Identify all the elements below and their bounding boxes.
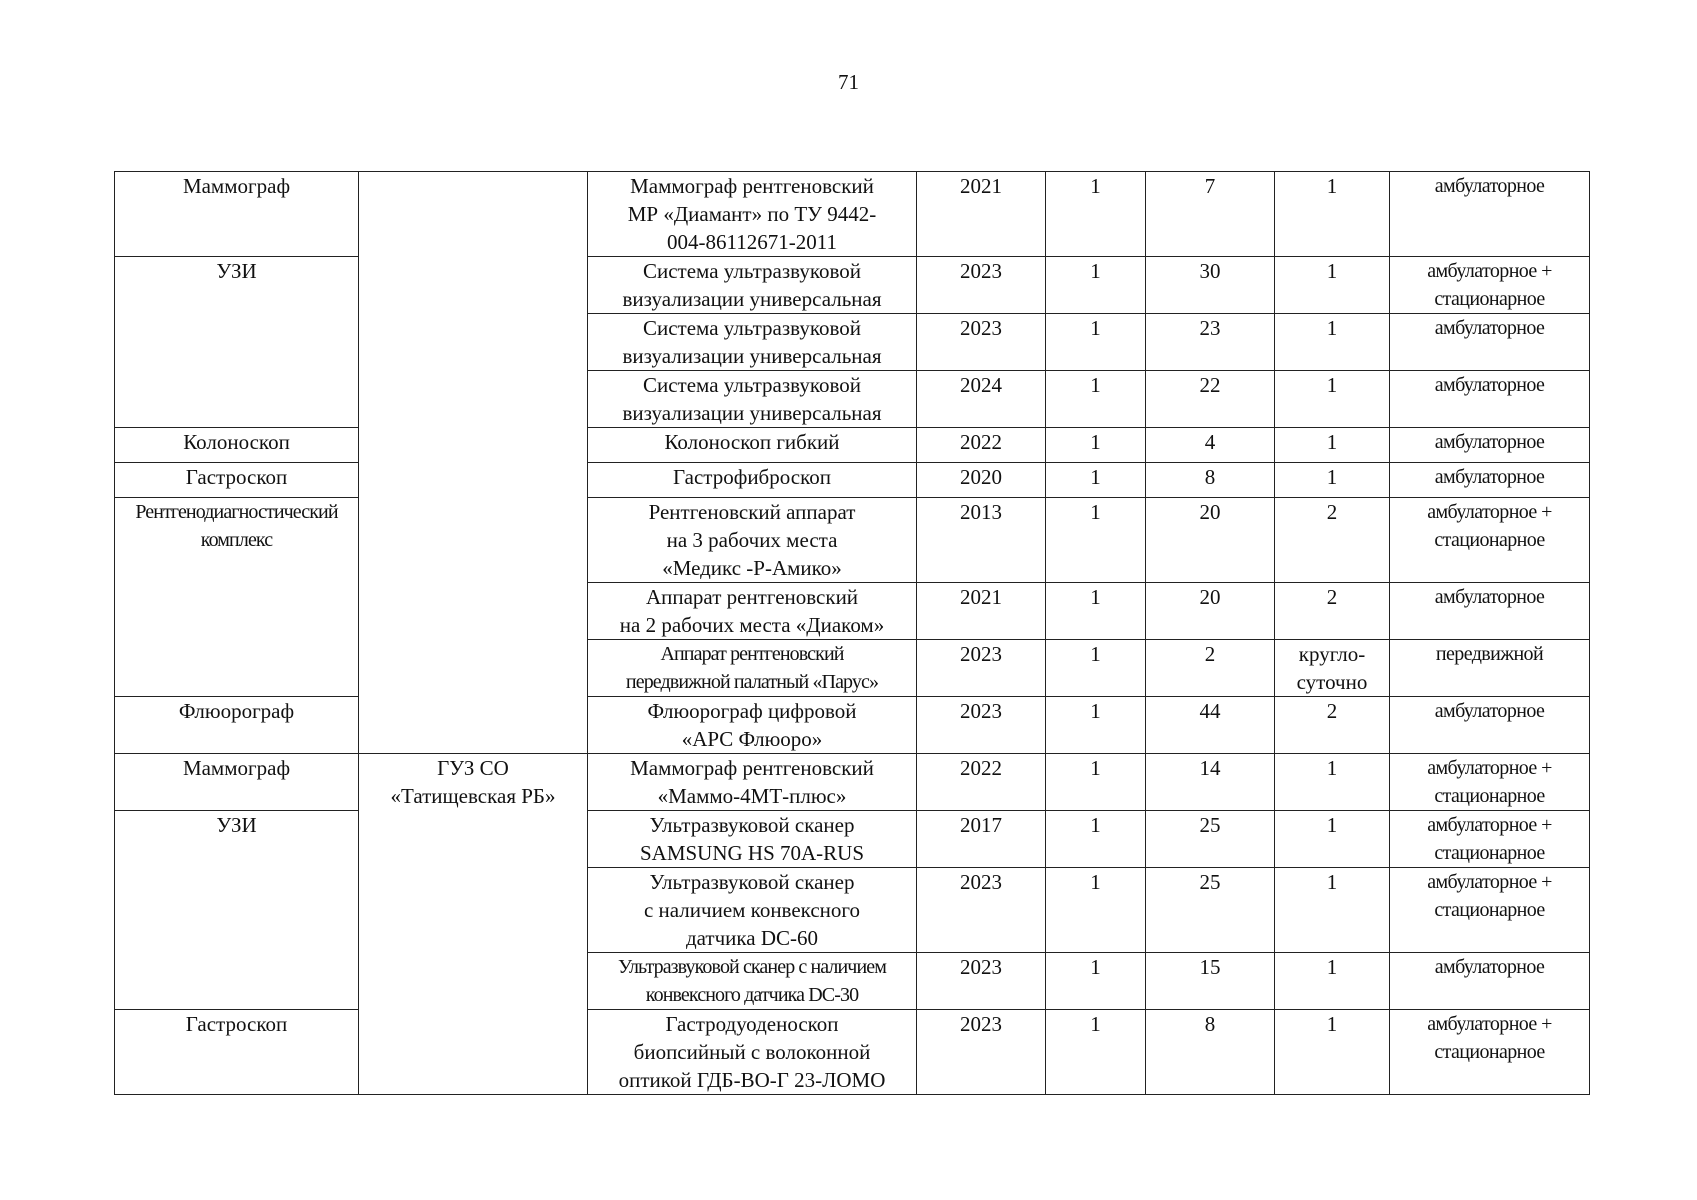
equipment-type-cell: Флюорограф <box>115 697 359 754</box>
quantity-cell: 1 <box>1046 754 1146 811</box>
model-cell: Система ультразвуковой визуализации универсальная <box>588 257 917 314</box>
load-cell: 44 <box>1146 697 1275 754</box>
model-cell: Флюорограф цифровой «АРС Флюоро» <box>588 697 917 754</box>
quantity-cell: 1 <box>1046 953 1146 1010</box>
quantity-cell: 1 <box>1046 583 1146 640</box>
table-row <box>115 463 1590 498</box>
equipment-table <box>114 171 1590 1095</box>
load-cell: 20 <box>1146 498 1275 583</box>
load-cell: 8 <box>1146 463 1275 498</box>
shifts-cell: 1 <box>1275 868 1390 953</box>
shifts-cell: 1 <box>1275 811 1390 868</box>
model-cell: Ультразвуковой сканер SAMSUNG HS 70A-RUS <box>588 811 917 868</box>
shifts-cell: 1 <box>1275 754 1390 811</box>
year-cell: 2020 <box>917 463 1046 498</box>
quantity-cell: 1 <box>1046 640 1146 697</box>
year-cell: 2024 <box>917 371 1046 428</box>
conditions-cell: амбулаторное <box>1390 583 1590 640</box>
shifts-cell: 2 <box>1275 697 1390 754</box>
shifts-cell: 1 <box>1275 172 1390 257</box>
shifts-cell: 2 <box>1275 583 1390 640</box>
conditions-cell: амбулаторное <box>1390 953 1590 1010</box>
load-cell: 15 <box>1146 953 1275 1010</box>
model-cell: Рентгеновский аппарат на 3 рабочих места «Медикс -Р-Амико» <box>588 498 917 583</box>
table-row <box>115 257 1590 314</box>
year-cell: 2022 <box>917 754 1046 811</box>
conditions-cell: амбулаторное + стационарное <box>1390 754 1590 811</box>
conditions-cell: амбулаторное + стационарное <box>1390 811 1590 868</box>
load-cell: 20 <box>1146 583 1275 640</box>
equipment-type-cell: Колоноскоп <box>115 428 359 463</box>
model-cell: Ультразвуковой сканер с наличием конвексного датчика DC-30 <box>588 953 917 1010</box>
table-row <box>115 811 1590 868</box>
model-cell: Система ультразвуковой визуализации универсальная <box>588 314 917 371</box>
year-cell: 2023 <box>917 257 1046 314</box>
quantity-cell: 1 <box>1046 463 1146 498</box>
load-cell: 2 <box>1146 640 1275 697</box>
quantity-cell: 1 <box>1046 257 1146 314</box>
shifts-cell: 1 <box>1275 463 1390 498</box>
page-number: 71 <box>838 70 859 94</box>
equipment-type-cell: Маммограф <box>115 172 359 257</box>
model-cell: Гастрофиброскоп <box>588 463 917 498</box>
shifts-cell: 2 <box>1275 498 1390 583</box>
table-row <box>115 697 1590 754</box>
load-cell: 25 <box>1146 868 1275 953</box>
equipment-type-cell: Рентгенодиагностический комплекс <box>115 498 359 697</box>
year-cell: 2023 <box>917 1010 1046 1095</box>
equipment-type-cell: УЗИ <box>115 257 359 428</box>
model-cell: Ультразвуковой сканер с наличием конвексного датчика DC-60 <box>588 868 917 953</box>
quantity-cell: 1 <box>1046 1010 1146 1095</box>
conditions-cell: амбулаторное + стационарное <box>1390 498 1590 583</box>
load-cell: 14 <box>1146 754 1275 811</box>
load-cell: 7 <box>1146 172 1275 257</box>
conditions-cell: амбулаторное <box>1390 697 1590 754</box>
quantity-cell: 1 <box>1046 697 1146 754</box>
load-cell: 25 <box>1146 811 1275 868</box>
table-row <box>115 754 1590 811</box>
quantity-cell: 1 <box>1046 428 1146 463</box>
quantity-cell: 1 <box>1046 811 1146 868</box>
year-cell: 2022 <box>917 428 1046 463</box>
model-cell: Гастродуоденоскоп биопсийный с волоконной оптикой ГДБ-ВО-Г 23-ЛОМО <box>588 1010 917 1095</box>
year-cell: 2017 <box>917 811 1046 868</box>
year-cell: 2023 <box>917 953 1046 1010</box>
model-cell: Аппарат рентгеновский на 2 рабочих места «Диаком» <box>588 583 917 640</box>
table-row <box>115 1010 1590 1095</box>
load-cell: 23 <box>1146 314 1275 371</box>
load-cell: 30 <box>1146 257 1275 314</box>
conditions-cell: амбулаторное + стационарное <box>1390 1010 1590 1095</box>
year-cell: 2013 <box>917 498 1046 583</box>
conditions-cell: амбулаторное + стационарное <box>1390 868 1590 953</box>
shifts-cell: кругло- суточно <box>1275 640 1390 697</box>
conditions-cell: амбулаторное + стационарное <box>1390 257 1590 314</box>
shifts-cell: 1 <box>1275 1010 1390 1095</box>
equipment-type-cell: Маммограф <box>115 754 359 811</box>
shifts-cell: 1 <box>1275 257 1390 314</box>
load-cell: 8 <box>1146 1010 1275 1095</box>
quantity-cell: 1 <box>1046 172 1146 257</box>
equipment-type-cell: Гастроскоп <box>115 1010 359 1095</box>
year-cell: 2023 <box>917 868 1046 953</box>
table-row <box>115 172 1590 257</box>
conditions-cell: передвижной <box>1390 640 1590 697</box>
load-cell: 4 <box>1146 428 1275 463</box>
table-row <box>115 498 1590 583</box>
year-cell: 2023 <box>917 314 1046 371</box>
quantity-cell: 1 <box>1046 314 1146 371</box>
quantity-cell: 1 <box>1046 868 1146 953</box>
conditions-cell: амбулаторное <box>1390 428 1590 463</box>
equipment-type-cell: Гастроскоп <box>115 463 359 498</box>
table-row <box>115 428 1590 463</box>
year-cell: 2023 <box>917 640 1046 697</box>
year-cell: 2023 <box>917 697 1046 754</box>
model-cell: Колоноскоп гибкий <box>588 428 917 463</box>
conditions-cell: амбулаторное <box>1390 371 1590 428</box>
shifts-cell: 1 <box>1275 314 1390 371</box>
year-cell: 2021 <box>917 172 1046 257</box>
organization-cell: ГУЗ СО «Татищевская РБ» <box>359 754 588 1095</box>
shifts-cell: 1 <box>1275 953 1390 1010</box>
conditions-cell: амбулаторное <box>1390 314 1590 371</box>
quantity-cell: 1 <box>1046 371 1146 428</box>
load-cell: 22 <box>1146 371 1275 428</box>
shifts-cell: 1 <box>1275 428 1390 463</box>
conditions-cell: амбулаторное <box>1390 463 1590 498</box>
quantity-cell: 1 <box>1046 498 1146 583</box>
equipment-type-cell: УЗИ <box>115 811 359 1010</box>
model-cell: Система ультразвуковой визуализации универсальная <box>588 371 917 428</box>
year-cell: 2021 <box>917 583 1046 640</box>
conditions-cell: амбулаторное <box>1390 172 1590 257</box>
shifts-cell: 1 <box>1275 371 1390 428</box>
organization-cell <box>359 172 588 754</box>
model-cell: Маммограф рентгеновский МР «Диамант» по ТУ 9442- 004-86112671-2011 <box>588 172 917 257</box>
model-cell: Маммограф рентгеновский «Маммо-4МТ-плюс» <box>588 754 917 811</box>
model-cell: Аппарат рентгеновский передвижной палатный «Парус» <box>588 640 917 697</box>
